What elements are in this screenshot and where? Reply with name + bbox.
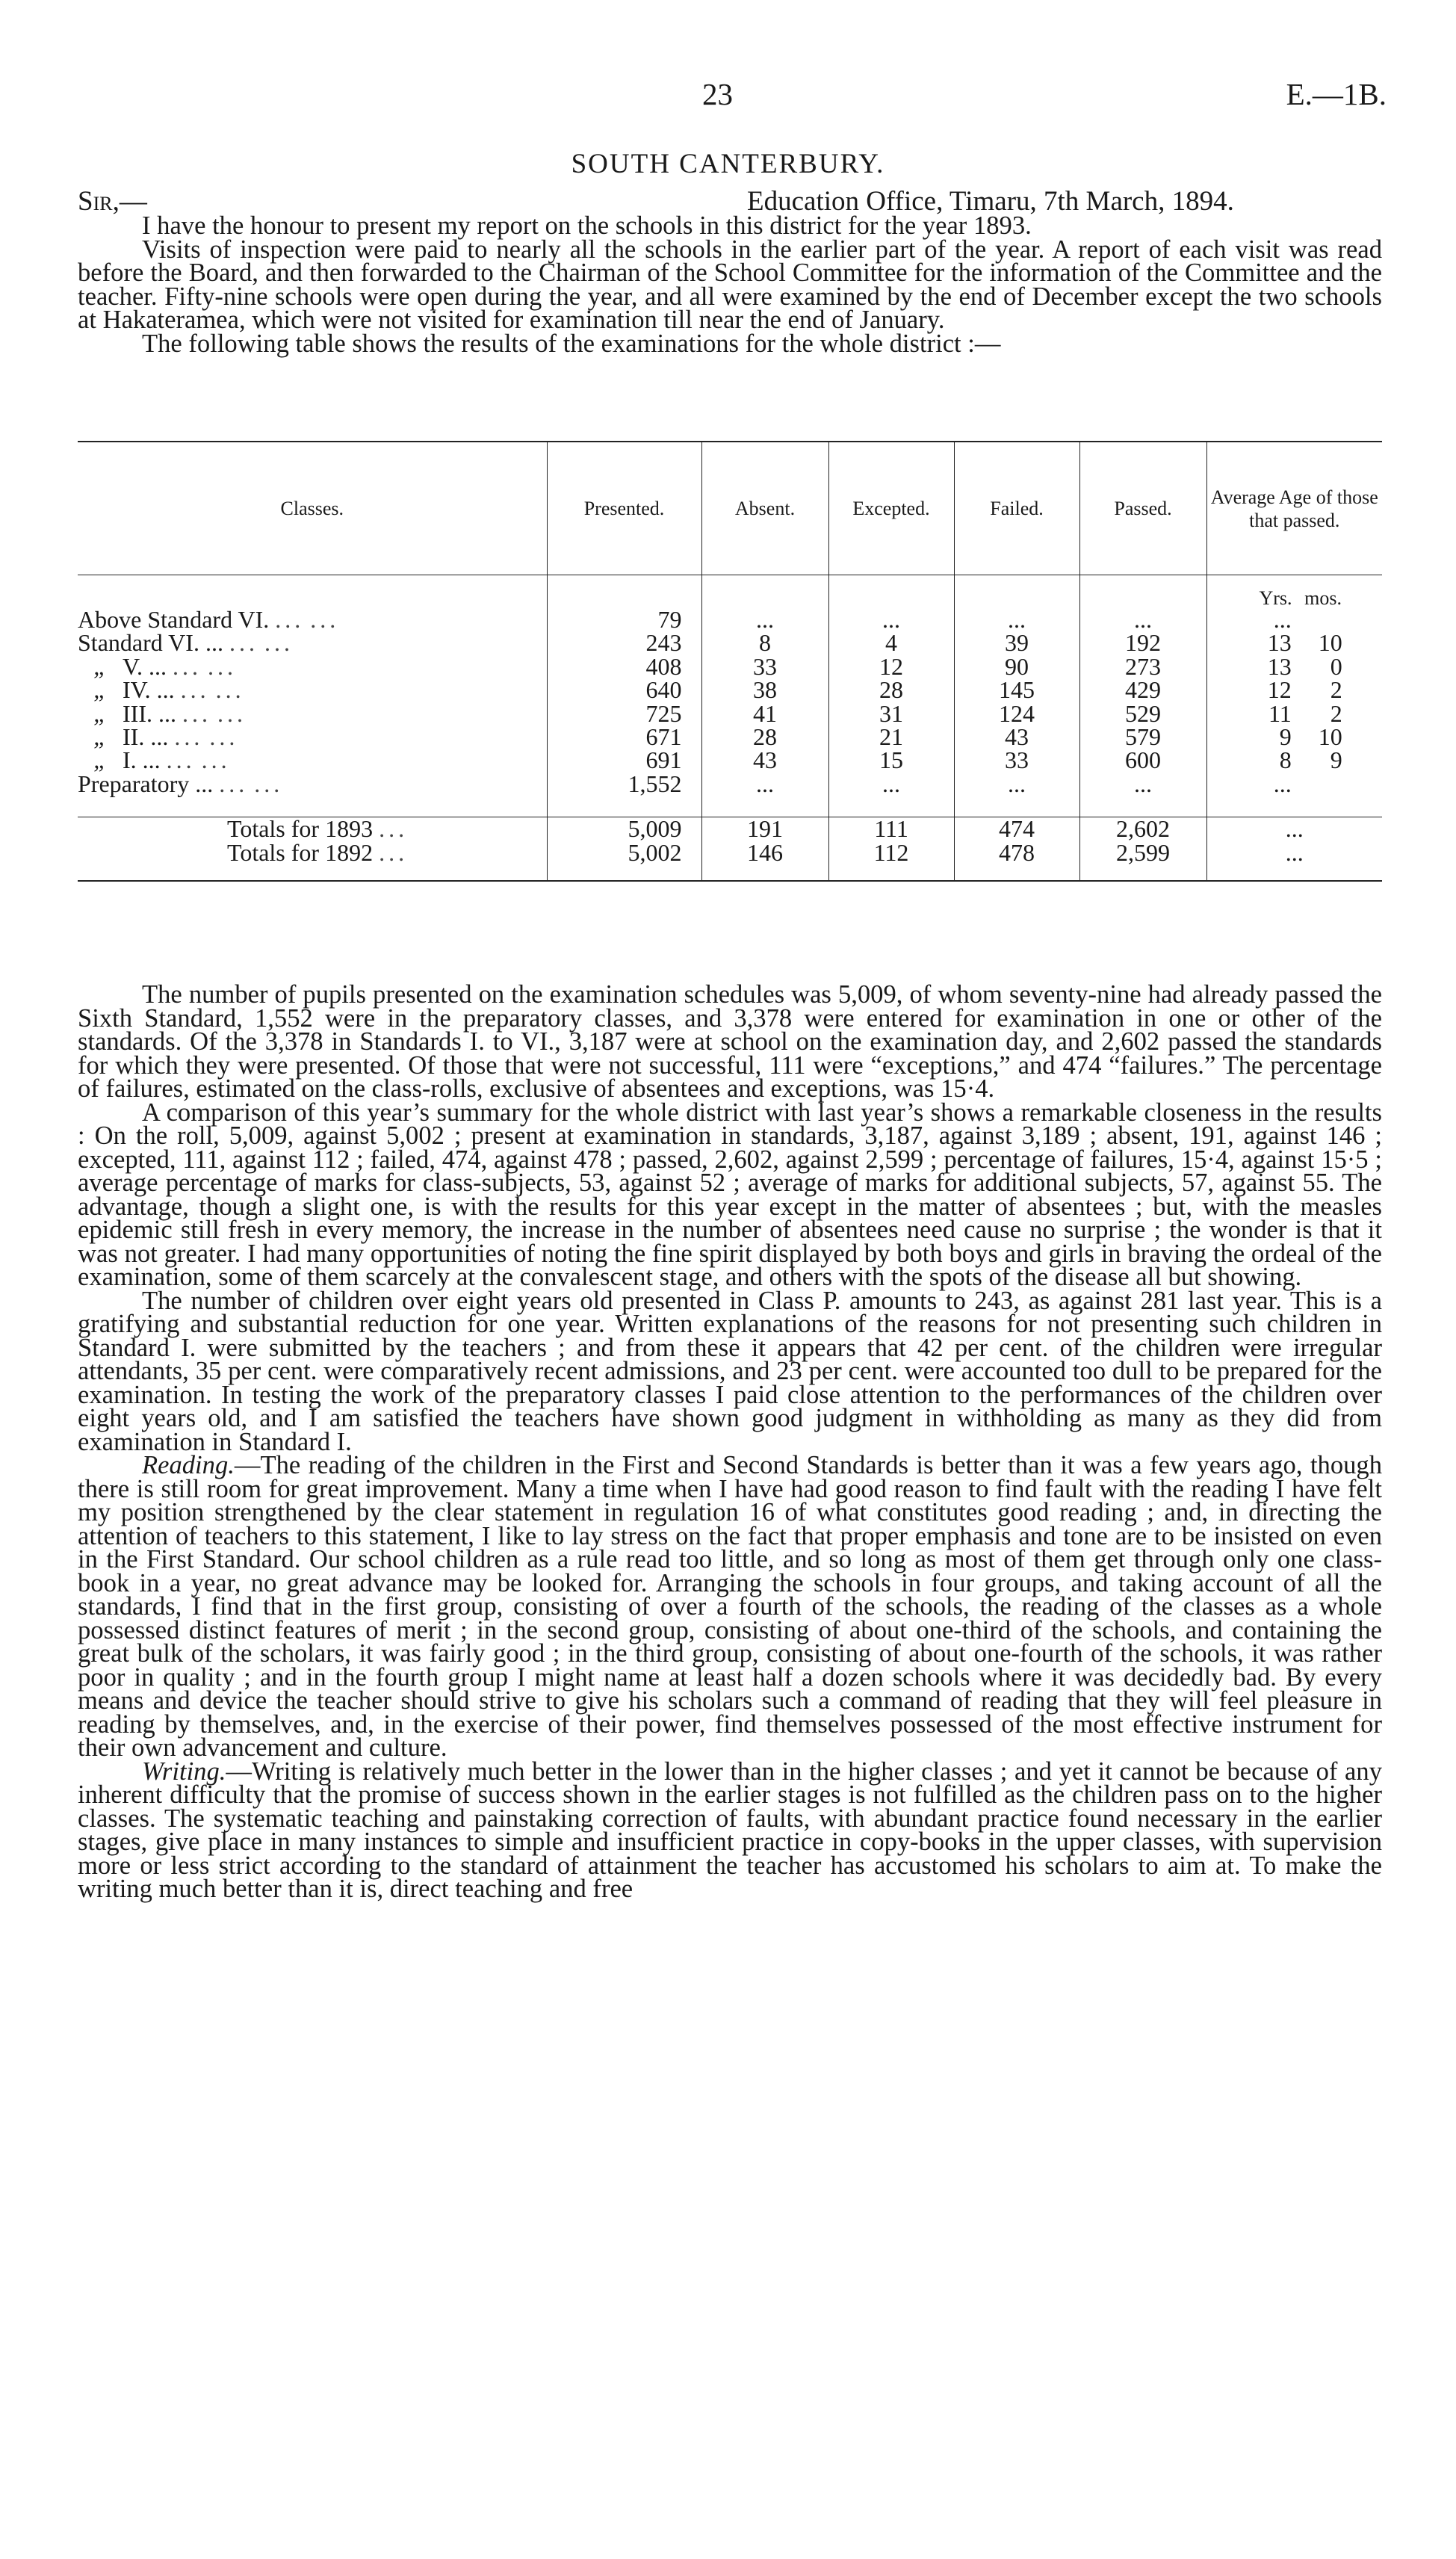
age-months: 9 xyxy=(1330,746,1342,774)
leader-dots: ... xyxy=(379,838,409,866)
table-header-row xyxy=(78,442,1382,575)
passed-cell: 192 xyxy=(1079,631,1206,655)
passed-cell: 273 xyxy=(1079,655,1206,678)
age-cell xyxy=(1206,608,1382,631)
presented-cell: 79 xyxy=(547,608,701,631)
body-paragraph xyxy=(78,980,1382,1103)
intro-paragraph: The following table shows the results of the examinations for the whole district :— xyxy=(142,329,1001,358)
months-unit: mos. xyxy=(1304,587,1342,609)
class-cell xyxy=(78,678,547,702)
age-months: 2 xyxy=(1330,676,1342,704)
absent-cell: ... xyxy=(701,773,828,796)
totals-label: Totals for 1893 xyxy=(227,815,374,843)
class-label: Standard VI. ... xyxy=(78,629,223,657)
absent-cell: 33 xyxy=(701,655,828,678)
age-cell xyxy=(1206,678,1382,702)
failed-cell: 43 xyxy=(954,725,1079,749)
leader-dots: ... xyxy=(219,770,249,797)
presented-cell: 1,552 xyxy=(547,773,701,796)
totals-age-cell: ... xyxy=(1206,841,1382,881)
paragraph-text: A comparison of this year’s summary for the whole district with last year’s shows a remarkable closeness in the results : On the roll, 5,009, against 5,002 ; present at examination in standards, 3,187, against 3,189 ; absent, 191, against 146 ; excepted, 111, against 112 ; failed, 474, against 478 ; passed, 2,602, against 2,599 ; percentage of failures, 15·4, against 15·5 ; average percentage of marks for class-subjects, 53, against 52 ; average of marks for additional subjects, 57, against 55. The advantage, though a slight one, is with the results for this year except in the matter of absentees ; but, with the measles epidemic still fresh in every memory, the increase in the number of absentees need cause no surprise ; the wonder is that it was not greater. I had many opportunities of noting the fine spirit displayed by both boys and girls in braving the ordeal of the examination, some of them scarcely at the convalescent stage, and others with the spots of the disease all but showing. xyxy=(78,1098,1382,1291)
presented-cell: 408 xyxy=(547,655,701,678)
passed-cell: ... xyxy=(1079,608,1206,631)
failed-cell: 39 xyxy=(954,631,1079,655)
age-cell xyxy=(1206,652,1382,680)
salutation: Sir,— xyxy=(78,186,147,217)
totals-absent-cell: 146 xyxy=(701,841,828,881)
leader-dots: ... xyxy=(201,746,231,774)
ditto-mark: „ xyxy=(93,746,107,774)
table-row xyxy=(78,725,1382,749)
column-header: Classes. xyxy=(78,442,547,575)
column-header: Average Age of those that passed. xyxy=(1206,442,1382,575)
column-header: Failed. xyxy=(954,442,1079,575)
class-label: I. ... xyxy=(123,746,161,774)
age-cell xyxy=(1206,770,1382,797)
age-years: 13 xyxy=(1267,652,1292,680)
excepted-cell: 28 xyxy=(828,678,954,702)
class-label: III. ... xyxy=(123,699,176,727)
class-cell xyxy=(78,652,547,680)
presented-cell: 671 xyxy=(547,725,701,749)
age-cell xyxy=(1206,746,1382,774)
column-header: Excepted. xyxy=(828,442,954,575)
failed-cell: ... xyxy=(954,773,1079,796)
age-years: 9 xyxy=(1279,723,1292,751)
results-table xyxy=(78,441,1382,882)
class-label: IV. ... xyxy=(123,676,175,704)
age-months: 2 xyxy=(1330,699,1342,727)
leader-dots: ... xyxy=(310,606,340,633)
leader-dots: ... xyxy=(166,746,196,774)
age-years: 12 xyxy=(1267,676,1292,704)
absent-cell: 8 xyxy=(701,631,828,655)
presented-cell: 725 xyxy=(547,702,701,725)
intro-paragraph: I have the honour to present my report on the schools in this district for the year 1893. xyxy=(142,211,1032,240)
leader-dots: ... xyxy=(207,652,237,680)
age-years: ... xyxy=(1273,606,1292,633)
failed-cell: ... xyxy=(954,608,1079,631)
paragraph-text: —Writing is relatively much better in the lower than in the higher classes ; and yet it cannot be because of any inherent difficulty that the promise of success shown in the earlier stages is not fulfilled as the children pass on to the higher classes. The systematic teaching and painstaking correction of faults, with abundant practice found necessary in the earlier stages, give place in many instances to simple and insufficient practice in copy-books in the upper classes, with supervision more or less strict according to the standard of attainment the teacher has accustomed his scholars to aim at. To make the writing much better than it is, direct teaching and free xyxy=(78,1757,1382,1903)
age-units-row xyxy=(78,575,1382,609)
age-years: 13 xyxy=(1267,629,1292,657)
age-cell xyxy=(1206,725,1382,749)
ditto-mark: „ xyxy=(93,676,107,704)
leader-dots: ... xyxy=(182,699,211,727)
presented-cell: 243 xyxy=(547,631,701,655)
failed-cell: 90 xyxy=(954,655,1079,678)
leader-dots: ... xyxy=(275,606,305,633)
totals-age-cell: ... xyxy=(1206,817,1382,841)
totals-excepted-cell: 112 xyxy=(828,841,954,881)
ditto-mark: „ xyxy=(93,699,107,727)
leader-dots: ... xyxy=(215,676,245,704)
leader-dots: ... xyxy=(254,770,284,797)
class-cell xyxy=(78,725,547,749)
age-months: 0 xyxy=(1330,652,1342,680)
column-header: Presented. xyxy=(547,442,701,575)
age-cell xyxy=(1206,699,1382,727)
totals-absent-cell: 191 xyxy=(701,817,828,841)
table-row xyxy=(78,702,1382,725)
presented-cell: 691 xyxy=(547,749,701,772)
totals-excepted-cell: 111 xyxy=(828,817,954,841)
page-number: 23 xyxy=(702,77,733,111)
failed-cell: 145 xyxy=(954,678,1079,702)
age-years: ... xyxy=(1273,770,1292,797)
totals-failed-cell: 478 xyxy=(954,841,1079,881)
section-heading: Reading. xyxy=(142,1451,235,1479)
age-months: 10 xyxy=(1318,629,1342,657)
table-row xyxy=(78,655,1382,678)
report-title: SOUTH CANTERBURY. xyxy=(571,149,885,179)
age-years: 8 xyxy=(1279,746,1292,774)
intro-paragraph: Visits of inspection were paid to nearly all the schools in the earlier part of the year. A report of each visit was read before the Board, and then forwarded to the Chairman of the School Committee for the information of the Committee and the teacher. Fifty-nine schools were open during the year, and all were examined by the end of December except the two schools at Hakateramea, which were not visited for examination till near the end of January. xyxy=(78,235,1382,334)
class-label: Preparatory ... xyxy=(78,770,214,797)
intro-section xyxy=(78,211,1382,358)
passed-cell: ... xyxy=(1079,773,1206,796)
paragraph-text: The number of pupils presented on the examination schedules was 5,009, of whom seventy-nine had already passed the Sixth Standard, 1,552 were in the preparatory classes, and 3,378 were entered for examination in one or other of the standards. Of the 3,378 in Standards I. to VI., 3,187 were at school on the examination day, and 2,602 passed the standards for which they were presented. Of those that were not successful, 111 were “exceptions,” and 474 “failures.” The percentage of failures, estimated on the class-rolls, exclusive of absentees and exceptions, was 15·4. xyxy=(78,980,1382,1103)
totals-label-cell xyxy=(78,838,547,881)
leader-dots: ... xyxy=(209,723,239,751)
spacer-row xyxy=(78,796,1382,817)
body-paragraph xyxy=(78,1286,1382,1456)
absent-cell: ... xyxy=(701,608,828,631)
class-label: II. ... xyxy=(123,723,169,751)
paragraph-text: The number of children over eight years old presented in Class P. amounts to 243, as against 281 last year. This is a gratifying and substantial reduction for one year. Written explanations of the reasons for not presenting such children in Standard I. were submitted by the teachers ; and from these it appears that 42 per cent. of the children were irregular attendants, 35 per cent. were comparatively recent admissions, and 23 per cent. were accounted too dull to be prepared for the examination. In testing the work of the preparatory classes I paid close attention to the performances of the children over eight years old, and I am satisfied the teachers have shown good judgment in withholding as many as they did from examination in Standard I. xyxy=(78,1286,1382,1456)
leader-dots: ... xyxy=(379,815,409,843)
dateline: Education Office, Timaru, 7th March, 1894. xyxy=(747,186,1234,217)
presented-cell: 640 xyxy=(547,678,701,702)
class-cell xyxy=(78,608,547,631)
age-months: 10 xyxy=(1318,723,1342,751)
column-header: Absent. xyxy=(701,442,828,575)
body-paragraph xyxy=(78,1098,1382,1291)
table-row xyxy=(78,678,1382,702)
age-years: 11 xyxy=(1268,699,1292,727)
body-paragraph xyxy=(78,1757,1382,1903)
passed-cell: 600 xyxy=(1079,749,1206,772)
excepted-cell: 4 xyxy=(828,631,954,655)
column-header: Passed. xyxy=(1079,442,1206,575)
totals-presented-cell: 5,002 xyxy=(547,841,701,881)
absent-cell: 41 xyxy=(701,702,828,725)
excepted-cell: 12 xyxy=(828,655,954,678)
leader-dots: ... xyxy=(180,676,210,704)
passed-cell: 579 xyxy=(1079,725,1206,749)
totals-row xyxy=(78,841,1382,881)
paragraph-text: —The reading of the children in the First and Second Standards is better than it was a few years ago, though there is still room for great improvement. Many a time when I have had good reason to find fault with the reading I have felt my position strengthened by the clear statement in regulation 16 of what constitutes good reading ; and, in directing the attention of teachers to this statement, I like to lay stress on the fact that proper emphasis and tone are to be insisted on even in the First Standard. Our school children as a rule read too little, and so long as most of them get through only one class-book in a year, no great advance may be looked for. Arranging the schools in four groups, and taking account of all the standards, I find that in the first group, consisting of over a fourth of the schools, the reading of the classes as a whole possessed distinct features of merit ; in the second group, consisting of about one-third of the schools, and containing the great bulk of the scholars, it was fairly good ; in the third group, consisting of about one-fourth of the schools, it was rather poor in quality ; and in the fourth group I might name at least half a dozen schools where it was decidedly bad. By every means and device the teacher should strive to give his scholars such a command of reading that they will feel pleasure in reading by themselves, and, in the exercise of their power, find themselves possessed of the most effective instrument for their own advancement and culture. xyxy=(78,1451,1382,1762)
document-code: E.—1B. xyxy=(1286,77,1387,111)
excepted-cell: 31 xyxy=(828,702,954,725)
excepted-cell: ... xyxy=(828,773,954,796)
class-label: V. ... xyxy=(123,652,167,680)
leader-dots: ... xyxy=(229,629,258,657)
passed-cell: 429 xyxy=(1079,678,1206,702)
table-row xyxy=(78,773,1382,796)
totals-passed-cell: 2,599 xyxy=(1079,841,1206,881)
failed-cell: 124 xyxy=(954,702,1079,725)
table-row xyxy=(78,749,1382,772)
report-body xyxy=(78,980,1382,1903)
leader-dots: ... xyxy=(174,723,204,751)
class-label: Above Standard VI. xyxy=(78,606,270,633)
excepted-cell: ... xyxy=(828,608,954,631)
leader-dots: ... xyxy=(172,652,202,680)
totals-label: Totals for 1892 xyxy=(227,838,374,866)
totals-passed-cell: 2,602 xyxy=(1079,817,1206,841)
leader-dots: ... xyxy=(217,699,247,727)
body-paragraph xyxy=(78,1451,1382,1762)
class-cell xyxy=(78,770,547,797)
table-row xyxy=(78,631,1382,655)
totals-presented-cell: 5,009 xyxy=(547,817,701,841)
absent-cell: 43 xyxy=(701,749,828,772)
ditto-mark: „ xyxy=(93,723,107,751)
class-cell xyxy=(78,631,547,655)
years-unit: Yrs. xyxy=(1259,587,1292,609)
totals-label-cell xyxy=(78,817,547,841)
excepted-cell: 21 xyxy=(828,725,954,749)
absent-cell: 28 xyxy=(701,725,828,749)
absent-cell: 38 xyxy=(701,678,828,702)
totals-row xyxy=(78,817,1382,841)
leader-dots: ... xyxy=(264,629,294,657)
excepted-cell: 15 xyxy=(828,749,954,772)
totals-failed-cell: 474 xyxy=(954,817,1079,841)
class-cell xyxy=(78,746,547,774)
failed-cell: 33 xyxy=(954,749,1079,772)
class-cell xyxy=(78,699,547,727)
section-heading: Writing. xyxy=(142,1757,226,1786)
age-cell xyxy=(1206,631,1382,655)
ditto-mark: „ xyxy=(93,652,107,680)
passed-cell: 529 xyxy=(1079,702,1206,725)
table-row xyxy=(78,608,1382,631)
